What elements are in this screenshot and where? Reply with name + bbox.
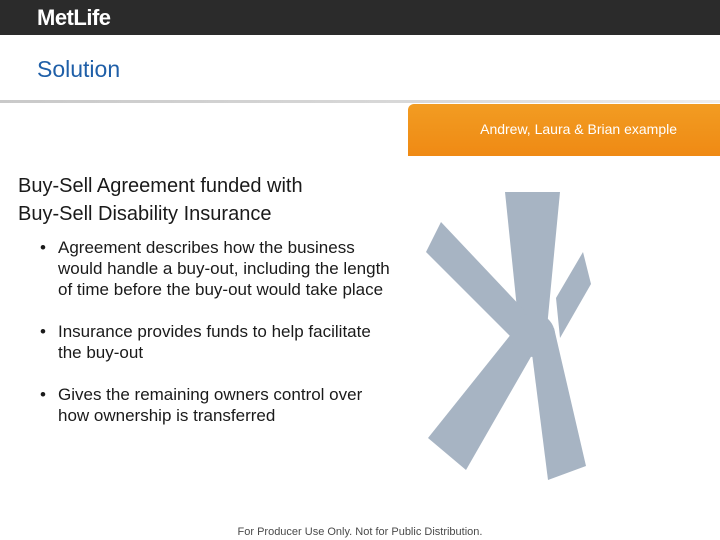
heading-line-1: Buy-Sell Agreement funded with <box>18 175 303 197</box>
list-item <box>40 237 390 300</box>
example-label: Andrew, Laura & Brian example <box>480 121 677 137</box>
bullet-text: Gives the remaining owners control over how ownership is transferred <box>58 385 363 425</box>
disclaimer-footer: For Producer Use Only. Not for Public Distribution. <box>237 526 483 538</box>
list-item <box>40 384 390 426</box>
heading-line-2: Buy-Sell Disability Insurance <box>18 203 272 225</box>
brand-bar <box>0 0 720 35</box>
asterisk-icon <box>408 180 720 500</box>
bullet-text: Insurance provides funds to help facilitate the buy-out <box>58 322 371 362</box>
title-divider <box>0 100 720 103</box>
section-heading <box>18 172 398 228</box>
list-item <box>40 321 390 363</box>
bullet-icon: • <box>40 385 46 404</box>
bullet-text: Agreement describes how the business would handle a buy-out, including the length of time before the buy-out would take place <box>58 238 390 299</box>
bullet-icon: • <box>40 322 46 341</box>
page-title: Solution <box>37 56 121 82</box>
example-tab <box>408 104 720 156</box>
bullet-list <box>40 237 390 447</box>
bullet-icon: • <box>40 238 46 257</box>
metlife-logo: MetLife <box>37 5 111 30</box>
